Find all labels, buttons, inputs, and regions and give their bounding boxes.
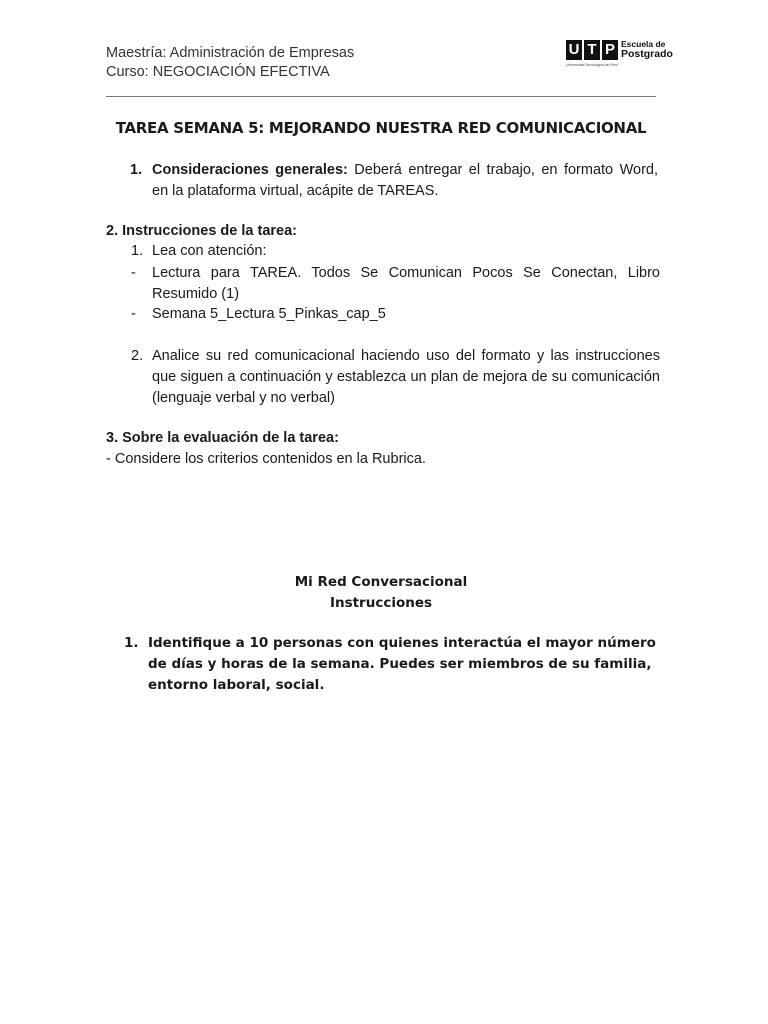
section1-label: Consideraciones generales:: [152, 162, 348, 178]
header-divider: [106, 96, 656, 97]
bullet-reading-1: Lectura para TAREA. Todos Se Comunican Pocos Se Conectan, Libro Resumido (1): [152, 265, 660, 302]
header-course: Curso: NEGOCIACIÓN EFECTIVA: [106, 64, 330, 80]
red-title: Mi Red Conversacional: [294, 574, 468, 590]
section1-number: 1.: [130, 162, 143, 178]
logo-subtitle: Universidad Tecnológica del Perú: [566, 63, 618, 67]
utp-logo: [566, 39, 673, 70]
section1-text: Deberá entregar el trabajo, en formato Word, en la plataforma virtual, acápite de TAREAS.: [152, 162, 658, 199]
logo-line2: Postgrado: [621, 48, 673, 60]
section2-heading: 2. Instrucciones de la tarea:: [106, 223, 297, 239]
section2-item2-text: Analice su red comunicacional haciendo uso del formato y las instrucciones que siguen a continuación y establezca un plan de mejora de su comunicación (lenguaje verbal y no verbal): [152, 348, 660, 406]
section2-item2-number: 2.: [131, 348, 144, 364]
logo-line1: Escuela de: [621, 39, 666, 49]
section2-item1-text: Lea con atención:: [152, 243, 267, 259]
bullet-mark: -: [131, 306, 136, 322]
section2-item1-number: 1.: [131, 243, 144, 259]
section1-paragraph: [152, 160, 658, 202]
logo-letter-u: U: [566, 40, 582, 60]
red-item-text: Identifique a 10 personas con quienes interactúa el mayor número de días y horas de la semana. Puedes ser miembros de su familia, entorno laboral, social.: [148, 635, 656, 693]
logo-letter-p: P: [602, 40, 618, 60]
section3-heading: 3. Sobre la evaluación de la tarea:: [106, 430, 339, 446]
logo-school-text: [621, 40, 673, 60]
bullet-reading-2: Semana 5_Lectura 5_Pinkas_cap_5: [152, 306, 386, 322]
bullet-mark: -: [131, 265, 136, 281]
page-title: TAREA SEMANA 5: MEJORANDO NUESTRA RED COMUNICACIONAL: [115, 119, 647, 137]
red-item-number: 1.: [124, 635, 139, 651]
header-program: Maestría: Administración de Empresas: [106, 45, 355, 61]
logo-letter-t: T: [584, 40, 600, 60]
section3-text: - Considere los criterios contenidos en la Rubrica.: [106, 451, 426, 467]
red-subtitle: Instrucciones: [329, 595, 433, 611]
